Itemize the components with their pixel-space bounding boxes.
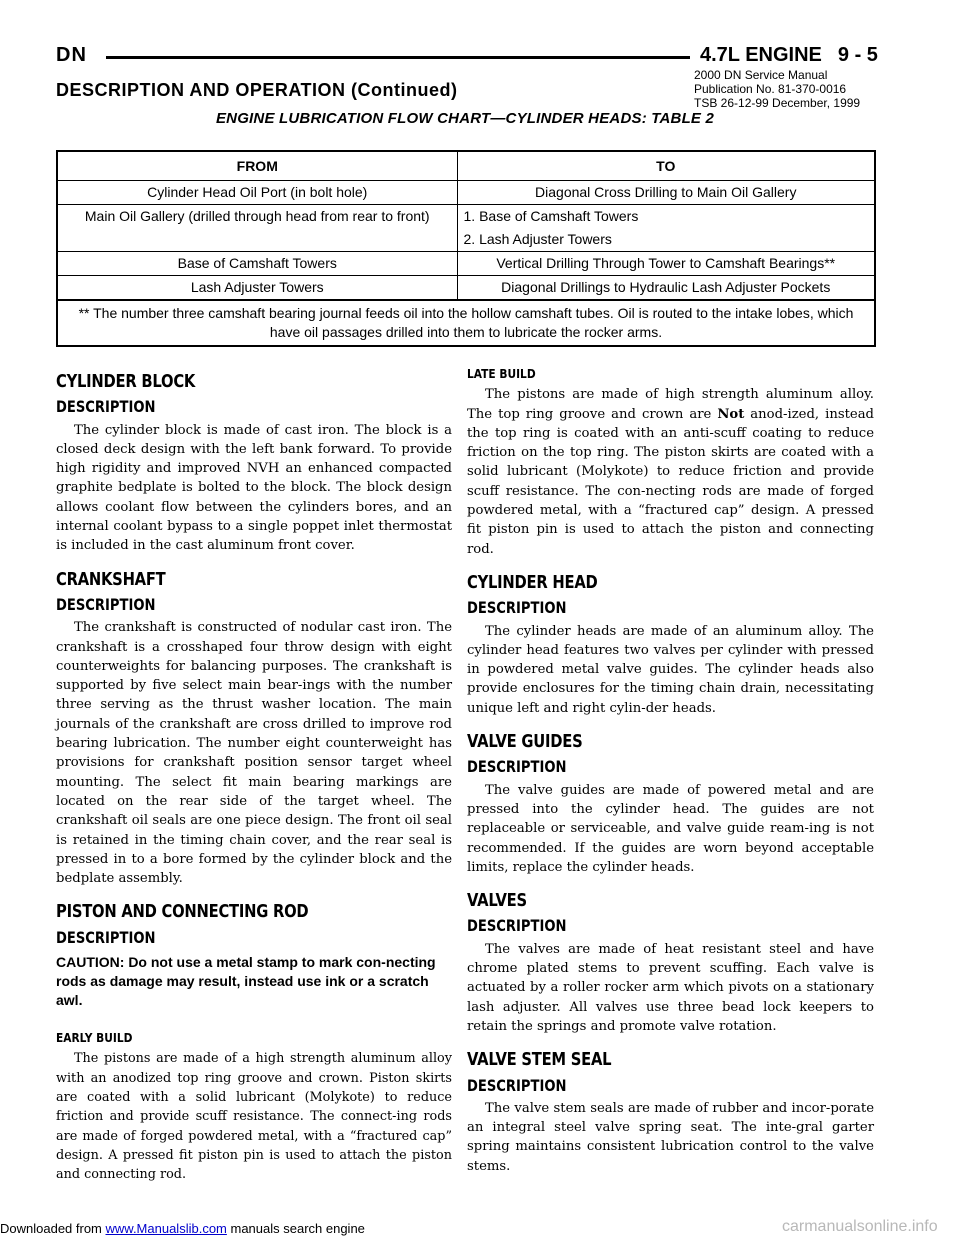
late-build-text-2: anod-ized, instead the top ring is coated with an anti-scuff coating to reduce friction on the top ring. The piston skirts are coated with a solid lubricant (Molykote) to reduce friction and provide scuff resistance. The con-necting rods are made of forged powdered metal, with a “fractured cap” design. A pressed fit piston pin is used to attach the piston and connecting rod. <box>467 406 874 557</box>
subheading-description: DESCRIPTION <box>467 916 567 936</box>
table-cell-from: Main Oil Gallery (drilled through head from rear to front) <box>57 205 457 252</box>
subheading-description: DESCRIPTION <box>467 598 567 618</box>
paragraph-late-build <box>467 385 874 559</box>
subheading-description: DESCRIPTION <box>56 927 156 947</box>
table-row <box>57 205 875 252</box>
right-column <box>467 364 874 1186</box>
caution-note: CAUTION: Do not use a metal stamp to mark con-necting rods as damage may result, instead use ink or a scratch awl. <box>56 954 436 1009</box>
paragraph-cylinder-head: The cylinder heads are made of an aluminum alloy. The cylinder head features two valves per cylinder with pressed in powdered metal valve guides. The cylinder heads also provide enclosures for the timing chain drain, necessitating unique left and right cylin-der heads. <box>467 623 874 716</box>
paragraph-crankshaft: The crankshaft is constructed of nodular cast iron. The crankshaft is a crosshaped four throw design with eight counterweights for balancing purposes. The crankshaft is supported by five select main bear-ings with the number three serving as the thrust washer location. The main journals of the crankshaft are cross drilled to improve rod bearing lubrication. The number eight counterweight has provisions for crankshaft position sensor target wheel mounting. The select fit main bearing markings are located on the rear side of the target wheel. The crankshaft oil seals are one piece design. The front oil seal is retained in the timing chain cover, and the rear seal is pressed in to a bore formed by the cylinder block and the bedplate assembly. <box>56 620 452 887</box>
header-page-number: 9 - 5 <box>837 44 878 66</box>
table-header-to: TO <box>457 151 875 181</box>
heading-cylinder-head: CYLINDER HEAD <box>467 571 598 593</box>
pub-line-1: 2000 DN Service Manual <box>694 68 828 82</box>
table-cell-to: Diagonal Drillings to Hydraulic Lash Adjuster Pockets <box>457 276 875 301</box>
paragraph-valve-guides: The valve guides are made of powered metal and are pressed into the cylinder head. The guides are not replaceable or serviceable, and valve guide ream-ing is not recommended. If the guides are worn beyond acceptable limits, replace the cylinder heads. <box>467 782 874 875</box>
table-row <box>57 252 875 276</box>
table-header-row <box>57 151 875 181</box>
section-title: DESCRIPTION AND OPERATION (Continued) <box>56 80 458 100</box>
late-build-emphasis: Not <box>717 406 745 422</box>
table-cell-from: Cylinder Head Oil Port (in bolt hole) <box>57 181 457 205</box>
table-cell-to: Vertical Drilling Through Tower to Camshaft Bearings** <box>457 252 875 276</box>
pub-line-3: TSB 26-12-99 December, 1999 <box>694 96 861 110</box>
manualslib-link[interactable]: www.Manualslib.com <box>105 1221 227 1236</box>
subheading-late-build: LATE BUILD <box>467 366 536 381</box>
heading-valve-guides: VALVE GUIDES <box>467 731 583 753</box>
heading-piston-connecting-rod: PISTON AND CONNECTING ROD <box>56 901 309 923</box>
publication-info <box>694 68 860 110</box>
paragraph-early-build: The pistons are made of a high strength aluminum alloy with an anodized top ring groove and crown. Piston skirts are coated with a solid lubricant (Molykote) to reduce friction and provide scuff resistance. The connect-ing rods are made of forged powdered metal, with a “fractured cap” design. A pressed fit piston pin is used to attach the piston and connecting rod. <box>56 1051 452 1183</box>
pub-line-2: Publication No. 81-370-0016 <box>694 82 847 96</box>
header-chapter-title: 4.7L ENGINE <box>700 44 822 66</box>
header-right <box>700 44 878 67</box>
header-model: DN <box>56 44 87 66</box>
table-header-from: FROM <box>57 151 457 181</box>
table-cell-to <box>457 205 875 252</box>
table-footnote: ** The number three camshaft bearing journal feeds oil into the hollow camshaft tubes. Oil is routed to the intake lobes, which have oil passages drilled into them to lubricate the rocker arms. <box>57 300 875 346</box>
table-cell-from: Lash Adjuster Towers <box>57 276 457 301</box>
subheading-description: DESCRIPTION <box>56 594 156 614</box>
heading-valve-stem-seal: VALVE STEM SEAL <box>467 1049 612 1071</box>
lubrication-flow-table <box>56 150 876 347</box>
footer-prefix: Downloaded from <box>0 1221 106 1236</box>
table-cell-from: Base of Camshaft Towers <box>57 252 457 276</box>
table-row <box>57 276 875 301</box>
table-cell-to: Diagonal Cross Drilling to Main Oil Gallery <box>457 181 875 205</box>
heading-crankshaft: CRANKSHAFT <box>56 568 166 590</box>
paragraph-valves: The valves are made of heat resistant steel and have chrome plated stems to prevent scuffing. Each valve is actuated by a roller rocker arm which pivots on a stationary lash adjuster. All valves use three bead lock keepers to retain the springs and promote valve rotation. <box>467 941 874 1034</box>
paragraph-cylinder-block: The cylinder block is made of cast iron. The block is a closed deck design with the left bank forward. To provide high rigidity and improved NVH an enhanced compacted graphite bedplate is bolted to the block. The block design allows coolant flow between the cylinders bores, and an internal coolant bypass to a single poppet inlet thermostat is included in the cast aluminum front cover. <box>56 422 452 554</box>
header-rule <box>106 56 690 59</box>
table-cell-to-item-2: 2. Lash Adjuster Towers <box>463 231 612 247</box>
download-footer <box>0 1221 365 1236</box>
left-column <box>56 364 452 1194</box>
watermark-text: carmanualsonline.info <box>782 1218 938 1235</box>
late-build-text-1: The pistons are made of high strength aluminum alloy. The top ring groove and crown are <box>467 387 874 422</box>
table-note-row <box>57 300 875 346</box>
subheading-description: DESCRIPTION <box>56 397 156 417</box>
footer-suffix: manuals search engine <box>226 1221 365 1236</box>
subheading-early-build: EARLY BUILD <box>56 1030 133 1046</box>
table-row <box>57 181 875 205</box>
table-cell-to-item-1: 1. Base of Camshaft Towers <box>463 208 639 224</box>
heading-valves: VALVES <box>467 890 527 912</box>
subheading-description: DESCRIPTION <box>467 757 567 777</box>
subheading-description: DESCRIPTION <box>467 1075 567 1095</box>
heading-cylinder-block: CYLINDER BLOCK <box>56 371 196 392</box>
table-title: ENGINE LUBRICATION FLOW CHART—CYLINDER HEADS: TABLE 2 <box>215 110 715 127</box>
paragraph-valve-stem-seal: The valve stem seals are made of rubber and incor-porate an integral steel valve spring seat. The inte-gral garter spring maintains consistent lubrication control to the valve stems. <box>467 1100 874 1174</box>
